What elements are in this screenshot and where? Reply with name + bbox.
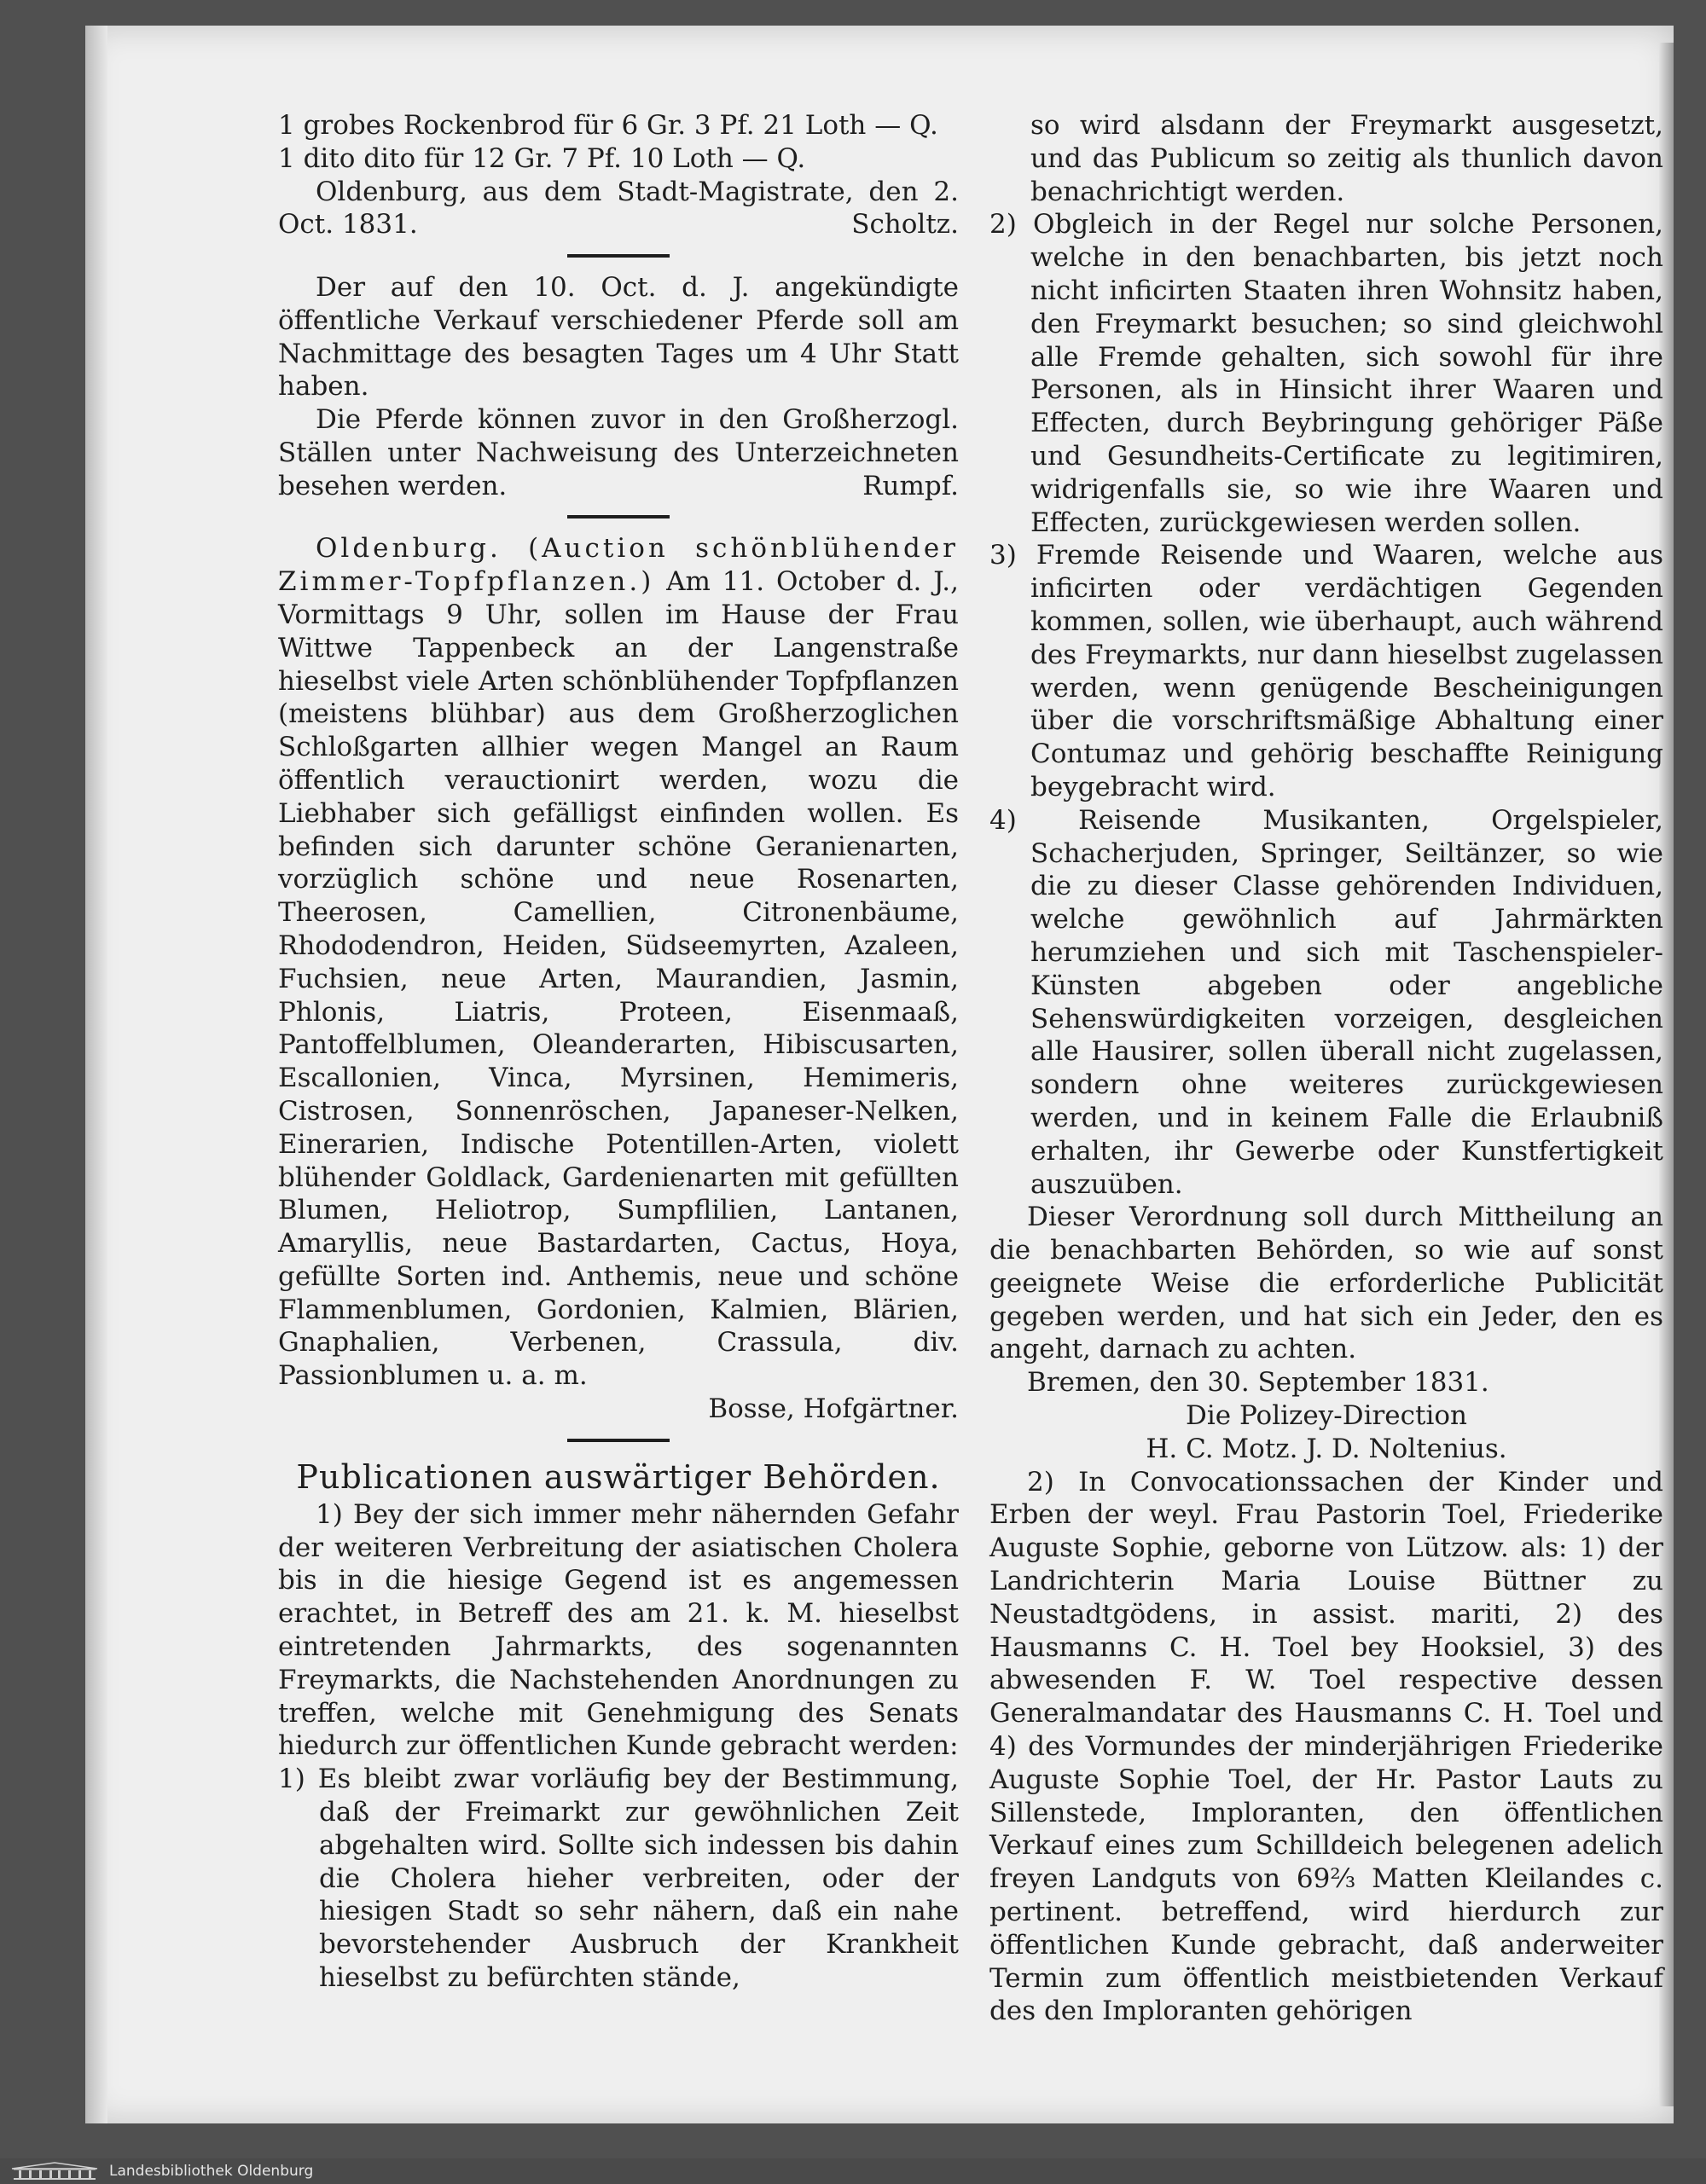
section-heading: Publicationen auswärtiger Behörden.: [296, 1457, 941, 1496]
convocation-notice: 2) In Convocationssachen der Kinder und Erben der weyl. Frau Pastorin Toel, Friederike Auguste Sophie, geborne von Lützow. als: 1) der Landrichterin Maria Louise Büttner zu Neustadtgödens, in assist. mariti, 2) des Hausmanns C. H. Toel bey Hooksiel, 3) des abwesenden F. W. Toel respective dessen Generalmandatar des Hausmanns C. H. Toel und 4) des Vormundes der minderjährigen Friederike Auguste Sophie Toel, der Hr. Pastor Lauts zu Sillenstede, Imploranten, den öffentlichen Verkauf eines zum Schilldeich belegenen adelich freyen Landguts von 69⅔ Matten Kleilandes c. pertinent. betreffend, wird hierdurch zur öffentlichen Kunde gebracht, daß anderweiter Termin zum öffentlich meistbietenden Verkauf des den Imploranten gehörigen: [989, 1466, 1663, 2027]
horse-viewing-notice: Die Pferde können zuvor in den Großherzogl. Ställen unter Nachweisung des Unterzeichneten besehen werden.: [278, 404, 959, 501]
auction-title: Oldenburg. (Auction schönblühender Zimmer-Topfpflanzen.): [278, 533, 959, 598]
price-line-2: 1 dito dito für 12 Gr. 7 Pf. 10 Loth — Q.: [278, 142, 806, 174]
right-column: [989, 109, 1663, 2028]
publication-signers: H. C. Motz. J. D. Noltenius.: [1146, 1433, 1507, 1464]
publication-item-4: 4) Reisende Musikanten, Orgelspieler, Schacherjuden, Springer, Seiltänzer, so wie die zu dieser Classe gehörenden Individuen, welche gewöhnlich auf Jahrmärkten herumziehen und sich mit Taschenspieler-Künsten abgeben oder angebliche Sehenswürdigkeiten vorzeigen, desgleichen alle Hausirer, sollen überall nicht zugelassen, sondern ohne weiteres zurückgewiesen werden, und in keinem Falle die Erlaubniß erhalten, ihr Gewerbe oder Kunstfertigkeit auszuüben.: [989, 804, 1663, 1200]
auction-notice: [278, 532, 959, 1393]
magistrate-notice: Oldenburg, aus dem Stadt-Magistrate, den 2. Oct. 1831.: [278, 176, 959, 240]
price-line-1: 1 grobes Rockenbrod für 6 Gr. 3 Pf. 21 Loth — Q.: [278, 110, 938, 141]
publication-item-1-continued: so wird alsdann der Freymarkt ausgesetzt, und das Publicum so zeitig als thunlich davon benachrichtigt werden.: [1030, 110, 1663, 207]
footer-bar: [0, 2158, 1706, 2184]
publication-item-3: 3) Fremde Reisende und Waaren, welche aus inficirten oder verdächtigen Gegenden kommen, sollen, wie überhaupt, auch während des Freymarkts, nur dann hieselbst zugelassen werden, wenn genügende Bescheinigungen über die vorschriftsmäßige Abhaltung einer Contumaz und gehörig beschaffte Reinigung beygebracht wird.: [989, 540, 1663, 802]
publication-closing: Dieser Verordnung soll durch Mittheilung an die benachbarten Behörden, so wie auf sonst geeignete Weise die erforderliche Publicität gegeben werden, und hat sich ein Jeder, den es angeht, darnach zu achten.: [989, 1202, 1663, 1365]
publication-authority: Die Polizey-Direction: [1185, 1400, 1468, 1432]
separator-rule: [567, 515, 670, 518]
publication-date: Bremen, den 30. September 1831.: [1027, 1367, 1489, 1399]
auction-signature: Bosse, Hofgärtner.: [708, 1393, 959, 1425]
library-building-icon: [10, 2162, 99, 2181]
separator-rule: [567, 254, 670, 258]
auction-text: Am 11. October d. J., Vormittags 9 Uhr, sollen im Hause der Frau Wittwe Tappenbeck an der Langenstraße hieselbst viele Arten schönblühender Topfpflanzen (meistens blühbar) aus dem Großherzoglichen Schloßgarten allhier wegen Mangel an Raum öffentlich verauctionirt werden, wozu die Liebhaber sich gefälligst einfinden wollen. Es befinden sich darunter schöne Geranienarten, vorzüglich schöne und neue Rosenarten, Theerosen, Camellien, Citronenbäume, Rhododendron, Heiden, Südseemyrten, Azaleen, Fuchsien, neue Arten, Maurandien, Jasmin, Phlonis, Liatris, Proteen, Eisenmaaß, Pantoffelblumen, Oleanderarten, Hibiscusarten, Escallonien, Vinca, Myrsinen, Hemimeris, Cistrosen, Sonnenröschen, Japaneser-Nelken, Einerarien, Indische Potentillen-Arten, violett blühender Goldlack, Gardenienarten mit gefüllten Blumen, Heliotrop, Sumpflilien, Lantanen, Amaryllis, neue Bastardarten, Cactus, Hoya, gefüllte Sorten ind. Anthemis, neue und schöne Flammenblumen, Gordonien, Kalmien, Blärien, Gnaphalien, Verbenen, Crassula, div. Passionblumen u. a. m.: [278, 566, 959, 1392]
magistrate-signature: Scholtz.: [851, 209, 959, 240]
publication-item-2: 2) Obgleich in der Regel nur solche Personen, welche in den benachbarten, bis jetzt noch nicht inficirten Staaten ihren Wohnsitz haben, den Freymarkt besuchen; so sind gleichwohl alle Fremde gehalten, sich sowohl für ihre Personen, als in Hinsicht ihrer Waaren und Effecten, durch Beybringung gehöriger Päße und Gesundheits-Certificate zu legitimiren, widrigenfalls sie, so wie ihre Waaren und Effecten, zurückgewiesen werden sollen.: [989, 209, 1663, 538]
left-column: [278, 109, 959, 1995]
separator-rule: [567, 1439, 670, 1442]
library-name: Landesbibliothek Oldenburg: [109, 2163, 314, 2180]
horse-sale-notice: Der auf den 10. Oct. d. J. angekündigte öffentliche Verkauf verschiedener Pferde soll am Nachmittage des besagten Tages um 4 Uhr Statt haben.: [278, 271, 959, 403]
publication-item-1: 1) Es bleibt zwar vorläufig bey der Bestimmung, daß der Freimarkt zur gewöhnlichen Zeit abgehalten wird. Sollte sich indessen bis dahin die Cholera hieher verbreiten, oder der hiesigen Stadt so sehr nähern, daß ein nahe bevorstehender Ausbruch der Krankheit hieselbst zu befürchten stände,: [278, 1764, 959, 1994]
horse-sale-signature: Rumpf.: [862, 470, 959, 501]
page-binding-edge: [85, 26, 107, 2123]
publication-intro: 1) Bey der sich immer mehr nähernden Gefahr der weiteren Verbreitung der asiatischen Cholera bis in die hiesige Gegend ist es angemessen erachtet, in Betreff des am 21. k. M. hieselbst eintretenden Jahrmarkts, des sogenannten Freymarkts, die Nachstehenden Anordnungen zu treffen, welche mit Genehmigung des Senats hiedurch zur öffentlichen Kunde gebracht werden:: [278, 1498, 959, 1762]
